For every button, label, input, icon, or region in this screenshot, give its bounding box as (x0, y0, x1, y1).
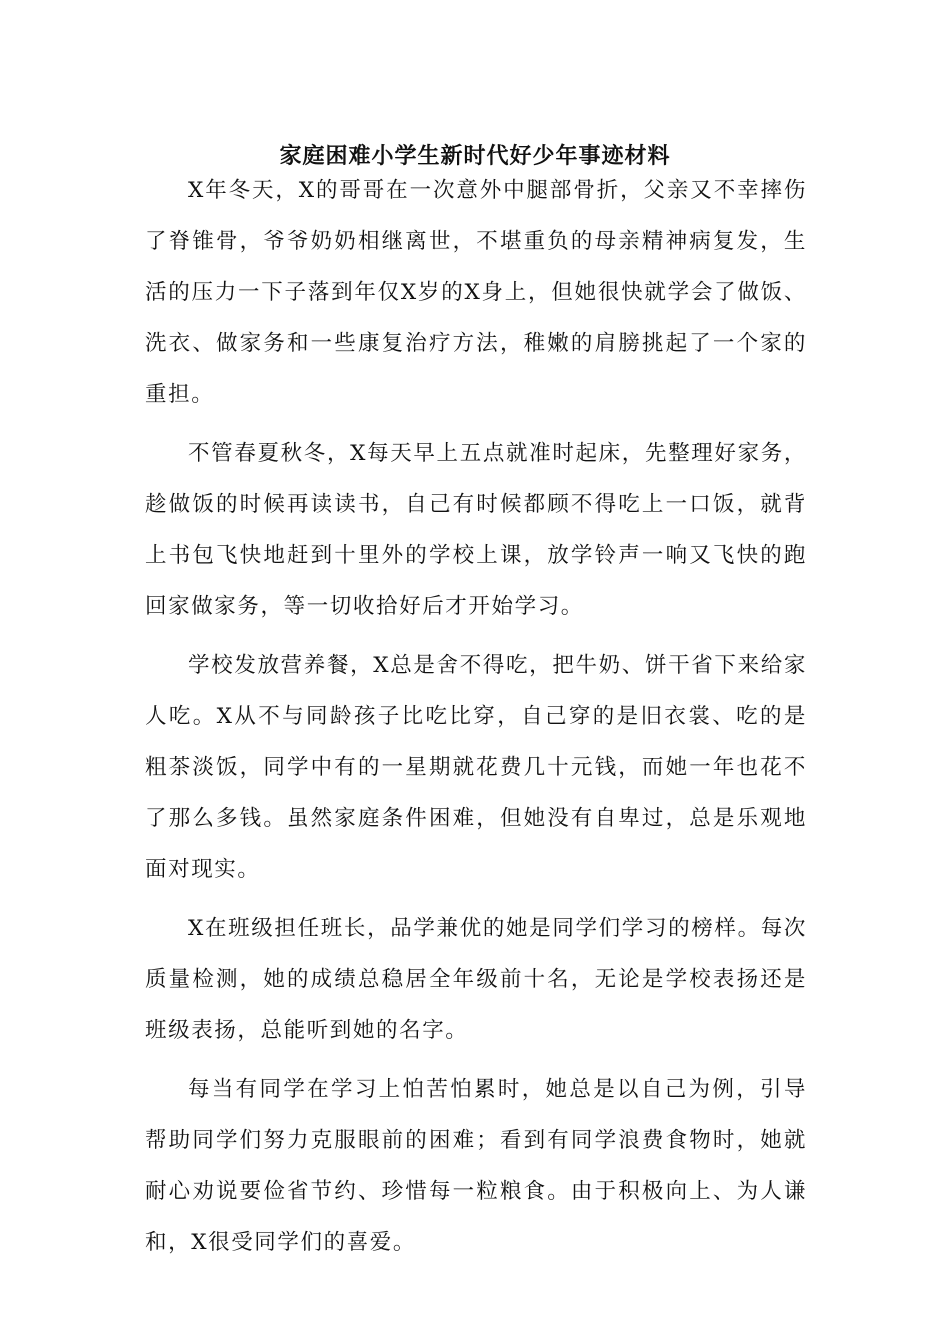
paragraph-1: X年冬天，X的哥哥在一次意外中腿部骨折，父亲又不幸摔伤了脊锥骨，爷爷奶奶相继离世，不堪重负的母亲精神病复发，生活的压力一下子落到年仅X岁的X身上，但她很快就学会了做饭、洗衣、做家务和一些康复治疗方法，稚嫩的肩膀挑起了一个家的重担。 (145, 178, 807, 407)
paragraph-4: X在班级担任班长，品学兼优的她是同学们学习的榜样。每次质量检测，她的成绩总稳居全年级前十名，无论是学校表扬还是班级表扬，总能听到她的名字。 (145, 916, 807, 1043)
paragraph-5: 每当有同学在学习上怕苦怕累时，她总是以自己为例，引导帮助同学们努力克服眼前的困难；看到有同学浪费食物时，她就耐心劝说要俭省节约、珍惜每一粒粮食。由于积极向上、为人谦和，X很受同学们的喜爱。 (145, 1077, 807, 1255)
document-body (145, 165, 807, 1276)
paragraph-2: 不管春夏秋冬，X每天早上五点就准时起床，先整理好家务，趁做饭的时候再读读书，自己有时候都顾不得吃上一口饭，就背上书包飞快地赶到十里外的学校上课，放学铃声一响又飞快的跑回家做家务，等一切收拾好后才开始学习。 (145, 441, 807, 619)
paragraph-3: 学校发放营养餐，X总是舍不得吃，把牛奶、饼干省下来给家人吃。X从不与同龄孩子比吃比穿，自己穿的是旧衣裳、吃的是粗茶淡饭，同学中有的一星期就花费几十元钱，而她一年也花不了那么多钱。虽然家庭条件困难，但她没有自卑过，总是乐观地面对现实。 (145, 653, 807, 882)
document-title: 家庭困难小学生新时代好少年事迹材料 (279, 143, 671, 169)
